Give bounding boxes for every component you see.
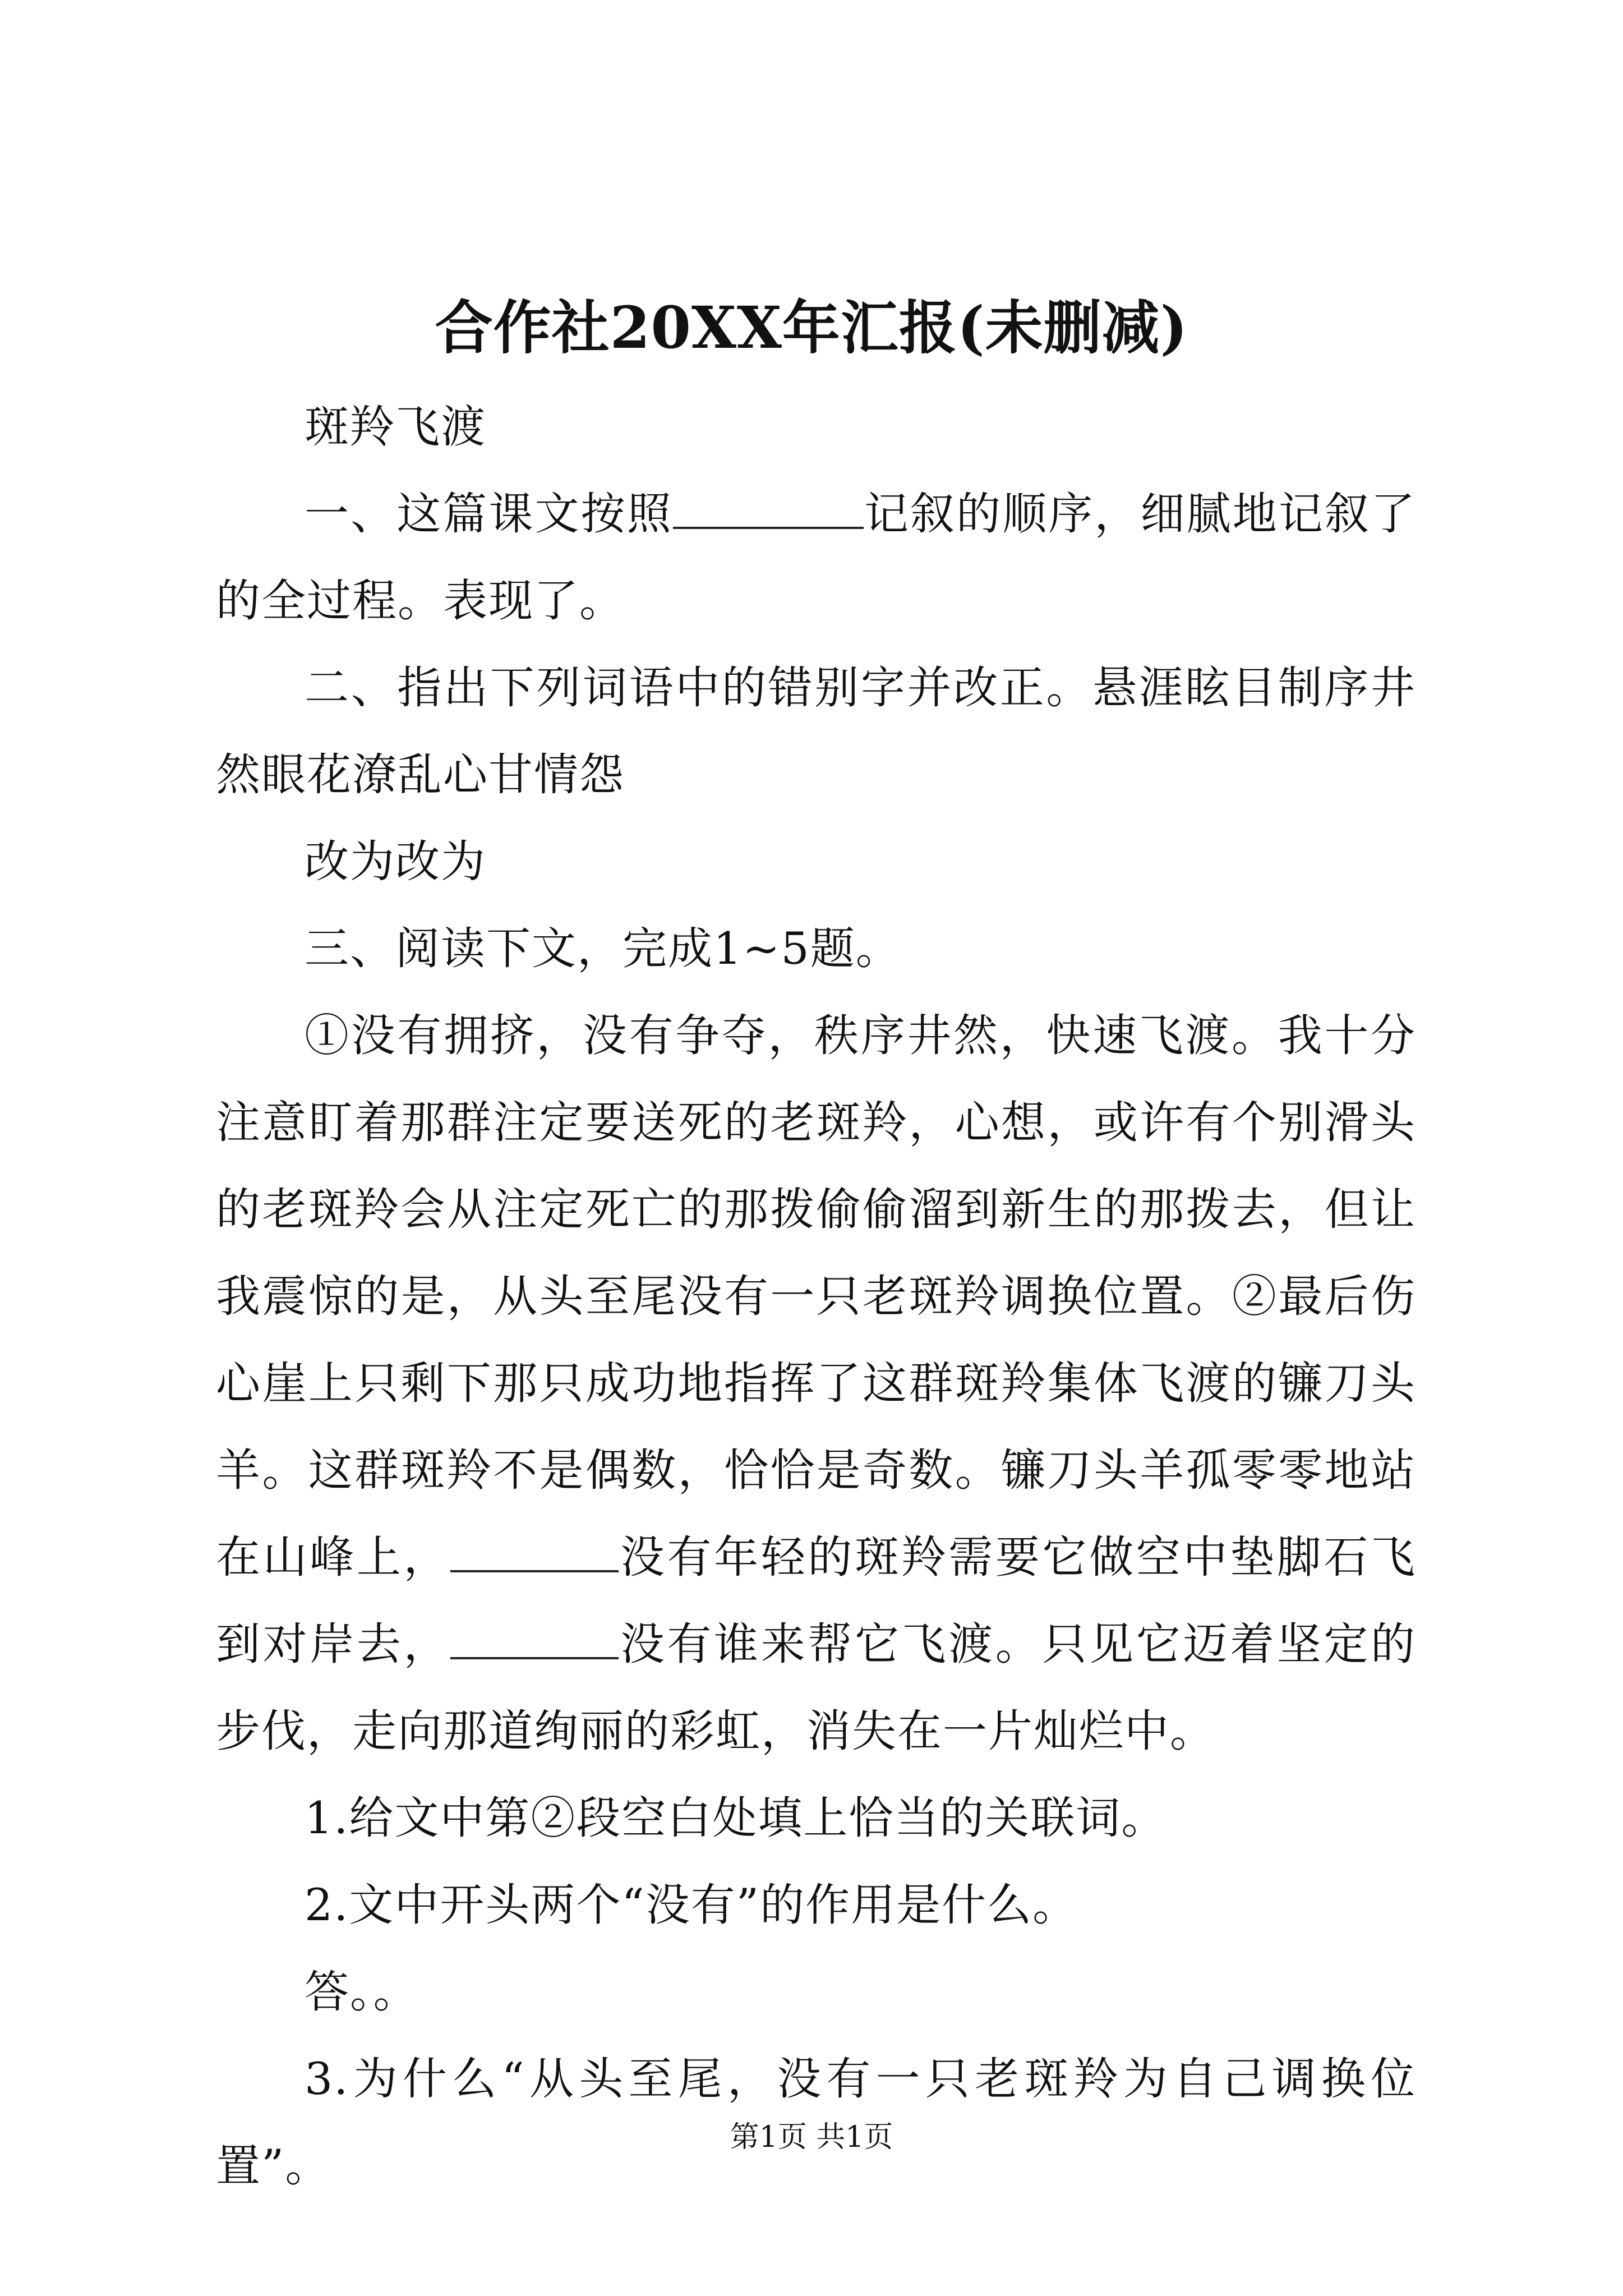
paragraph-heading: 斑羚飞渡	[305, 401, 486, 453]
paragraph-sub-question-3: 3.为什么“从头至尾，没有一只老斑羚为自己调换位置”。	[216, 2053, 1416, 2192]
passage-text-part-three: 没有谁来帮它飞渡。只见它迈着坚定的步伐，走向那道绚丽的彩虹，消失在一片灿烂中。	[216, 1618, 1417, 1757]
paragraph-sub-question-1: 1.给文中第②段空白处填上恰当的关联词。	[305, 1792, 1167, 1844]
paragraph-corrections: 改为改为	[305, 836, 486, 887]
document-body	[216, 384, 1416, 2210]
question-one-text-start: 一、这篇课文按照	[305, 488, 673, 540]
paragraph-answer: 答。。	[305, 1966, 419, 2018]
question-one-text-end: 记叙的顺序，细腻地记叙了的全过程。表现了。	[216, 488, 1417, 627]
paragraph-question-two: 二、指出下列词语中的错别字并改正。悬涯眩目制序井然眼花潦乱心甘情怨	[216, 662, 1416, 800]
paragraph-question-three: 三、阅读下文，完成1~5题。	[305, 923, 901, 974]
fill-blank	[450, 1621, 619, 1659]
page-number-footer: 第1页 共1页	[730, 2120, 893, 2154]
document-title: 合作社20XX年汇报(未删减)	[435, 294, 1188, 362]
paragraph-question-one	[216, 471, 1416, 645]
paragraph-reading-passage	[216, 992, 1416, 1775]
passage-text-part-one: ①没有拥挤，没有争夺，秩序井然，快速飞渡。我十分注意盯着那群注定要送死的老斑羚，心想，或许有个别滑头的老斑羚会从注定死亡的那拨偷偷溜到新生的那拨去，但让我震惊的是，从头至尾没有一只老斑羚调换位置。②最后伤心崖上只剩下那只成功地指挥了这群斑羚集体飞渡的镰刀头羊。这群斑羚不是偶数，恰恰是奇数。镰刀头羊孤零零地站在山峰上，	[216, 1010, 1416, 1583]
fill-blank	[450, 1534, 619, 1572]
paragraph-sub-question-2: 2.文中开头两个“没有”的作用是什么。	[305, 1879, 1078, 1931]
passage-text-part-two: 没有年轻的斑羚需要它做空中垫脚石飞到对岸去，	[216, 1531, 1417, 1670]
fill-blank	[673, 491, 864, 529]
